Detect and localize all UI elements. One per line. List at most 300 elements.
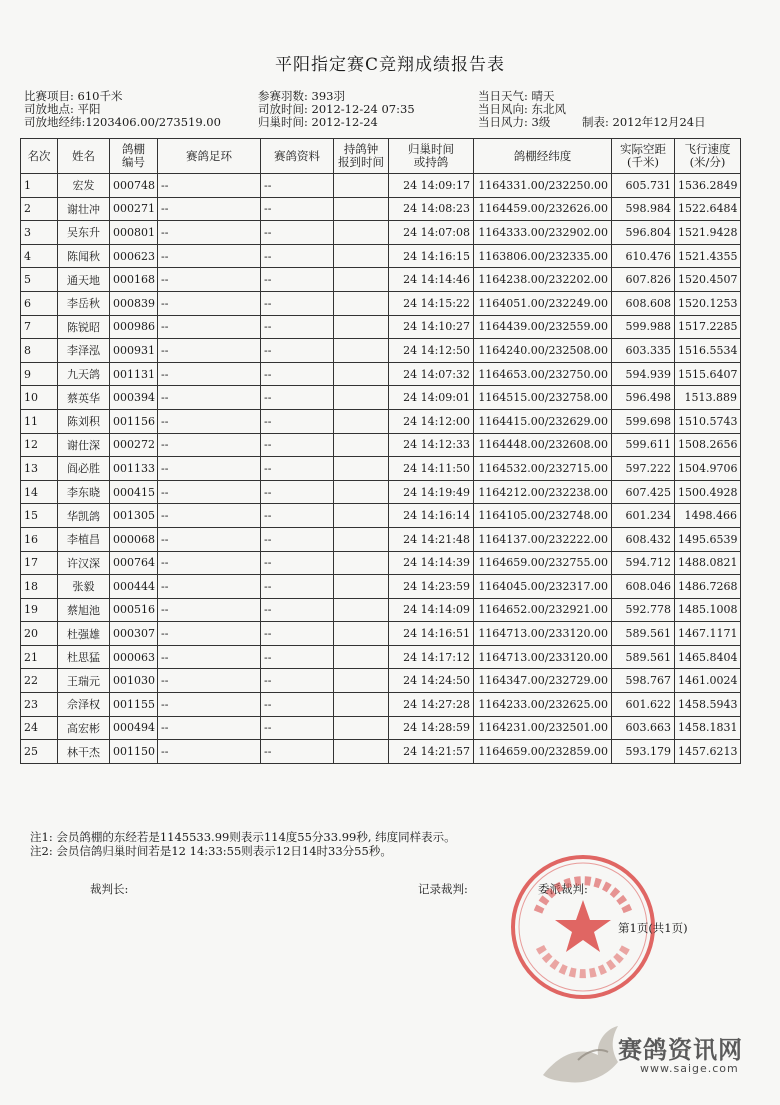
speed-cell: 1467.1171	[675, 622, 741, 646]
pigeon-info-cell: --	[261, 504, 334, 528]
clock-time-cell	[334, 740, 389, 764]
clock-time-cell	[334, 622, 389, 646]
pigeon-info-cell: --	[261, 669, 334, 693]
rank-cell: 3	[21, 221, 58, 245]
wind-and-date-line	[478, 116, 706, 129]
loft-coords-cell: 1164331.00/232250.00	[474, 174, 612, 198]
table-row	[21, 386, 741, 410]
loft-coords-cell: 1164713.00/233120.00	[474, 622, 612, 646]
rank-cell: 14	[21, 480, 58, 504]
loft-coords-cell: 1164045.00/232317.00	[474, 575, 612, 599]
distance-cell: 594.939	[612, 362, 675, 386]
speed-cell: 1521.9428	[675, 221, 741, 245]
rank-cell: 19	[21, 598, 58, 622]
ring-cell: --	[158, 693, 261, 717]
ring-cell: --	[158, 551, 261, 575]
arrival-time-cell: 24 14:21:57	[389, 740, 474, 764]
rank-cell: 1	[21, 174, 58, 198]
loft-coords-cell: 1164240.00/232508.00	[474, 339, 612, 363]
distance-cell: 592.778	[612, 598, 675, 622]
ring-cell: --	[158, 504, 261, 528]
clock-time-cell	[334, 197, 389, 221]
arrival-time-cell: 24 14:17:12	[389, 645, 474, 669]
wind-direction: 当日风向: 东北风	[478, 102, 567, 116]
name-cell: 李岳秋	[58, 291, 110, 315]
table-row	[21, 244, 741, 268]
table-row	[21, 291, 741, 315]
pigeon-info-cell: --	[261, 291, 334, 315]
ring-cell: --	[158, 669, 261, 693]
name-cell: 蔡英华	[58, 386, 110, 410]
clock-time-cell	[334, 339, 389, 363]
name-cell: 陈锐昭	[58, 315, 110, 339]
name-cell: 华凯鸽	[58, 504, 110, 528]
arrival-time-cell: 24 14:16:51	[389, 622, 474, 646]
loft-coords-cell: 1164659.00/232859.00	[474, 740, 612, 764]
ring-cell: --	[158, 339, 261, 363]
loft-number-cell: 000839	[110, 291, 158, 315]
name-cell: 宏发	[58, 174, 110, 198]
results-table	[20, 138, 741, 764]
rank-cell: 2	[21, 197, 58, 221]
distance-cell: 596.804	[612, 221, 675, 245]
arrival-time-cell: 24 14:27:28	[389, 693, 474, 717]
clock-time-cell	[334, 174, 389, 198]
speed-cell: 1485.1008	[675, 598, 741, 622]
table-header-row	[21, 139, 741, 174]
rank-cell: 23	[21, 693, 58, 717]
speed-cell: 1500.4928	[675, 480, 741, 504]
loft-number-cell: 000931	[110, 339, 158, 363]
name-cell: 陈刘积	[58, 409, 110, 433]
name-cell: 九天鸽	[58, 362, 110, 386]
table-row	[21, 504, 741, 528]
loft-coords-cell: 1164653.00/232750.00	[474, 362, 612, 386]
pigeon-info-cell: --	[261, 315, 334, 339]
column-header: 姓名	[58, 139, 110, 174]
name-cell: 陈闻秋	[58, 244, 110, 268]
loft-coords-cell: 1164238.00/232202.00	[474, 268, 612, 292]
table-row	[21, 362, 741, 386]
arrival-time-cell: 24 14:10:27	[389, 315, 474, 339]
arrival-time-cell: 24 14:08:23	[389, 197, 474, 221]
pigeon-info-cell: --	[261, 339, 334, 363]
loft-coords-cell: 1164051.00/232249.00	[474, 291, 612, 315]
distance-cell: 597.222	[612, 457, 675, 481]
page-number: 第1页(共1页)	[618, 921, 688, 935]
pigeon-info-cell: --	[261, 174, 334, 198]
loft-number-cell: 000764	[110, 551, 158, 575]
loft-number-cell: 000307	[110, 622, 158, 646]
arrival-time-cell: 24 14:21:48	[389, 527, 474, 551]
ring-cell: --	[158, 480, 261, 504]
table-row	[21, 480, 741, 504]
pigeon-info-cell: --	[261, 645, 334, 669]
loft-coords-cell: 1164659.00/232755.00	[474, 551, 612, 575]
column-header: 赛鸽资料	[261, 139, 334, 174]
name-cell: 杜思猛	[58, 645, 110, 669]
clock-time-cell	[334, 221, 389, 245]
loft-coords-cell: 1164105.00/232748.00	[474, 504, 612, 528]
column-header: 持鸽钟 报到时间	[334, 139, 389, 174]
table-row	[21, 409, 741, 433]
pigeon-info-cell: --	[261, 221, 334, 245]
speed-cell: 1498.466	[675, 504, 741, 528]
appointed-referee-label: 委派裁判:	[538, 882, 588, 896]
distance-cell: 599.698	[612, 409, 675, 433]
name-cell: 林干杰	[58, 740, 110, 764]
table-row	[21, 598, 741, 622]
ring-cell: --	[158, 740, 261, 764]
rank-cell: 24	[21, 716, 58, 740]
clock-time-cell	[334, 575, 389, 599]
arrival-time-cell: 24 14:12:00	[389, 409, 474, 433]
arrival-time-cell: 24 14:23:59	[389, 575, 474, 599]
arrival-time-cell: 24 14:07:08	[389, 221, 474, 245]
rank-cell: 25	[21, 740, 58, 764]
distance-cell: 594.712	[612, 551, 675, 575]
arrival-time-cell: 24 14:16:15	[389, 244, 474, 268]
clock-time-cell	[334, 480, 389, 504]
ring-cell: --	[158, 433, 261, 457]
arrival-time-cell: 24 14:12:33	[389, 433, 474, 457]
table-row	[21, 669, 741, 693]
clock-time-cell	[334, 669, 389, 693]
distance-cell: 599.988	[612, 315, 675, 339]
column-header: 实际空距 (千米)	[612, 139, 675, 174]
distance-cell: 593.179	[612, 740, 675, 764]
clock-time-cell	[334, 409, 389, 433]
rank-cell: 7	[21, 315, 58, 339]
pigeon-info-cell: --	[261, 575, 334, 599]
loft-coords-cell: 1164231.00/232501.00	[474, 716, 612, 740]
name-cell: 杜强雄	[58, 622, 110, 646]
ring-cell: --	[158, 645, 261, 669]
table-row	[21, 315, 741, 339]
column-header: 赛鸽足环	[158, 139, 261, 174]
distance-cell: 608.432	[612, 527, 675, 551]
ring-cell: --	[158, 197, 261, 221]
speed-cell: 1510.5743	[675, 409, 741, 433]
ring-cell: --	[158, 174, 261, 198]
name-cell: 通天地	[58, 268, 110, 292]
distance-cell: 601.622	[612, 693, 675, 717]
footnotes	[30, 830, 456, 858]
speed-cell: 1516.5534	[675, 339, 741, 363]
loft-number-cell: 001133	[110, 457, 158, 481]
arrival-time-cell: 24 14:14:39	[389, 551, 474, 575]
loft-number-cell: 000415	[110, 480, 158, 504]
loft-number-cell: 001305	[110, 504, 158, 528]
table-row	[21, 740, 741, 764]
arrival-time-cell: 24 14:15:22	[389, 291, 474, 315]
loft-coords-cell: 1164137.00/232222.00	[474, 527, 612, 551]
watermark-url: www.saige.com	[640, 1062, 739, 1075]
clock-time-cell	[334, 315, 389, 339]
loft-number-cell: 000063	[110, 645, 158, 669]
ring-cell: --	[158, 409, 261, 433]
pigeon-info-cell: --	[261, 740, 334, 764]
pigeon-info-cell: --	[261, 716, 334, 740]
rank-cell: 9	[21, 362, 58, 386]
ring-cell: --	[158, 221, 261, 245]
speed-cell: 1522.6484	[675, 197, 741, 221]
pigeon-info-cell: --	[261, 433, 334, 457]
rank-cell: 20	[21, 622, 58, 646]
distance-cell: 603.335	[612, 339, 675, 363]
clock-time-cell	[334, 645, 389, 669]
race-item: 比赛项目: 610千米	[24, 89, 123, 103]
speed-cell: 1517.2285	[675, 315, 741, 339]
ring-cell: --	[158, 315, 261, 339]
clock-time-cell	[334, 362, 389, 386]
arrival-time-cell: 24 14:09:01	[389, 386, 474, 410]
loft-number-cell: 000068	[110, 527, 158, 551]
speed-cell: 1504.9706	[675, 457, 741, 481]
loft-coords-cell: 1164415.00/232629.00	[474, 409, 612, 433]
pigeon-info-cell: --	[261, 527, 334, 551]
entries-count: 参赛羽数: 393羽	[258, 89, 345, 103]
rank-cell: 6	[21, 291, 58, 315]
rank-cell: 22	[21, 669, 58, 693]
distance-cell: 589.561	[612, 645, 675, 669]
table-row	[21, 622, 741, 646]
rank-cell: 18	[21, 575, 58, 599]
table-row	[21, 716, 741, 740]
clock-time-cell	[334, 693, 389, 717]
ring-cell: --	[158, 716, 261, 740]
distance-cell: 608.046	[612, 575, 675, 599]
footnote-1: 注1: 会员鸽棚的东经若是1145533.99则表示114度55分33.99秒, 纬度同样表示。	[30, 830, 456, 844]
loft-number-cell: 000394	[110, 386, 158, 410]
ring-cell: --	[158, 457, 261, 481]
pigeon-info-cell: --	[261, 598, 334, 622]
table-row	[21, 339, 741, 363]
clock-time-cell	[334, 527, 389, 551]
column-header: 鸽棚 编号	[110, 139, 158, 174]
table-row	[21, 693, 741, 717]
arrival-time-cell: 24 14:19:49	[389, 480, 474, 504]
name-cell: 李东晓	[58, 480, 110, 504]
distance-cell: 601.234	[612, 504, 675, 528]
loft-number-cell: 001030	[110, 669, 158, 693]
rank-cell: 16	[21, 527, 58, 551]
race-meta-right	[478, 90, 706, 129]
race-meta-middle	[258, 90, 415, 129]
made-date: 制表: 2012年12月24日	[582, 115, 706, 129]
name-cell: 李植昌	[58, 527, 110, 551]
release-place: 司放地点: 平阳	[24, 102, 101, 116]
loft-number-cell: 000271	[110, 197, 158, 221]
loft-coords-cell: 1164713.00/233120.00	[474, 645, 612, 669]
loft-coords-cell: 1164233.00/232625.00	[474, 693, 612, 717]
race-meta-left	[24, 90, 221, 129]
clock-time-cell	[334, 268, 389, 292]
ring-cell: --	[158, 527, 261, 551]
arrival-time-cell: 24 14:14:09	[389, 598, 474, 622]
distance-cell: 607.425	[612, 480, 675, 504]
ring-cell: --	[158, 291, 261, 315]
clock-time-cell	[334, 504, 389, 528]
pigeon-info-cell: --	[261, 244, 334, 268]
table-row	[21, 268, 741, 292]
name-cell: 张毅	[58, 575, 110, 599]
loft-number-cell: 000516	[110, 598, 158, 622]
clock-time-cell	[334, 551, 389, 575]
speed-cell: 1495.6539	[675, 527, 741, 551]
loft-coords-cell: 1164652.00/232921.00	[474, 598, 612, 622]
pigeon-info-cell: --	[261, 693, 334, 717]
column-header: 名次	[21, 139, 58, 174]
speed-cell: 1521.4355	[675, 244, 741, 268]
ring-cell: --	[158, 362, 261, 386]
name-cell: 许汉深	[58, 551, 110, 575]
distance-cell: 598.984	[612, 197, 675, 221]
loft-number-cell: 000748	[110, 174, 158, 198]
pigeon-info-cell: --	[261, 551, 334, 575]
rank-cell: 12	[21, 433, 58, 457]
name-cell: 谢壮冲	[58, 197, 110, 221]
ring-cell: --	[158, 622, 261, 646]
loft-coords-cell: 1164439.00/232559.00	[474, 315, 612, 339]
speed-cell: 1508.2656	[675, 433, 741, 457]
speed-cell: 1536.2849	[675, 174, 741, 198]
ring-cell: --	[158, 244, 261, 268]
distance-cell: 596.498	[612, 386, 675, 410]
speed-cell: 1486.7268	[675, 575, 741, 599]
table-row	[21, 645, 741, 669]
table-row	[21, 457, 741, 481]
rank-cell: 17	[21, 551, 58, 575]
column-header: 鸽棚经纬度	[474, 139, 612, 174]
loft-number-cell: 000801	[110, 221, 158, 245]
table-row	[21, 197, 741, 221]
speed-cell: 1458.5943	[675, 693, 741, 717]
rank-cell: 21	[21, 645, 58, 669]
name-cell: 谢仕深	[58, 433, 110, 457]
pigeon-info-cell: --	[261, 386, 334, 410]
loft-number-cell: 000168	[110, 268, 158, 292]
name-cell: 佘泽权	[58, 693, 110, 717]
speed-cell: 1488.0821	[675, 551, 741, 575]
clock-time-cell	[334, 598, 389, 622]
rank-cell: 13	[21, 457, 58, 481]
name-cell: 李泽泓	[58, 339, 110, 363]
arrival-time-cell: 24 14:14:46	[389, 268, 474, 292]
ring-cell: --	[158, 575, 261, 599]
arrival-time-cell: 24 14:12:50	[389, 339, 474, 363]
name-cell: 吴东升	[58, 221, 110, 245]
speed-cell: 1515.6407	[675, 362, 741, 386]
pigeon-info-cell: --	[261, 268, 334, 292]
loft-coords-cell: 1164515.00/232758.00	[474, 386, 612, 410]
clock-time-cell	[334, 291, 389, 315]
loft-coords-cell: 1164532.00/232715.00	[474, 457, 612, 481]
table-row	[21, 551, 741, 575]
loft-coords-cell: 1164212.00/232238.00	[474, 480, 612, 504]
loft-number-cell: 000272	[110, 433, 158, 457]
release-time: 司放时间: 2012-12-24 07:35	[258, 102, 415, 116]
wind-force: 当日风力: 3级	[478, 115, 551, 129]
pigeon-info-cell: --	[261, 362, 334, 386]
watermark-text: 赛鸽资讯网	[618, 1036, 743, 1064]
chief-referee-label: 裁判长:	[90, 882, 129, 896]
loft-number-cell: 000986	[110, 315, 158, 339]
column-header: 飞行速度 (米/分)	[675, 139, 741, 174]
speed-cell: 1461.0024	[675, 669, 741, 693]
pigeon-info-cell: --	[261, 457, 334, 481]
ring-cell: --	[158, 268, 261, 292]
rank-cell: 15	[21, 504, 58, 528]
recording-referee-label: 记录裁判:	[418, 882, 468, 896]
arrival-time-cell: 24 14:07:32	[389, 362, 474, 386]
page-title: 平阳指定赛C竞翔成绩报告表	[274, 55, 505, 75]
release-coords: 司放地经纬:1203406.00/273519.00	[24, 115, 221, 129]
clock-time-cell	[334, 386, 389, 410]
table-row	[21, 527, 741, 551]
distance-cell: 610.476	[612, 244, 675, 268]
loft-number-cell: 000444	[110, 575, 158, 599]
distance-cell: 598.767	[612, 669, 675, 693]
loft-number-cell: 001155	[110, 693, 158, 717]
table-row	[21, 433, 741, 457]
arrival-time-cell: 24 14:16:14	[389, 504, 474, 528]
distance-cell: 603.663	[612, 716, 675, 740]
loft-coords-cell: 1163806.00/232335.00	[474, 244, 612, 268]
arrival-time-cell: 24 14:11:50	[389, 457, 474, 481]
ring-cell: --	[158, 386, 261, 410]
clock-time-cell	[334, 716, 389, 740]
distance-cell: 605.731	[612, 174, 675, 198]
footnote-2: 注2: 会员信鸽归巢时间若是12 14:33:55则表示12日14时33分55秒。	[30, 844, 392, 858]
weather: 当日天气: 晴天	[478, 89, 555, 103]
ring-cell: --	[158, 598, 261, 622]
pigeon-info-cell: --	[261, 480, 334, 504]
name-cell: 王瑞元	[58, 669, 110, 693]
pigeon-info-cell: --	[261, 622, 334, 646]
table-row	[21, 575, 741, 599]
speed-cell: 1513.889	[675, 386, 741, 410]
name-cell: 蔡旭池	[58, 598, 110, 622]
name-cell: 阎必胜	[58, 457, 110, 481]
loft-coords-cell: 1164459.00/232626.00	[474, 197, 612, 221]
name-cell: 高宏彬	[58, 716, 110, 740]
table-row	[21, 174, 741, 198]
distance-cell: 599.611	[612, 433, 675, 457]
pigeon-info-cell: --	[261, 197, 334, 221]
table-body	[21, 174, 741, 764]
rank-cell: 8	[21, 339, 58, 363]
arrival-time-cell: 24 14:09:17	[389, 174, 474, 198]
distance-cell: 589.561	[612, 622, 675, 646]
rank-cell: 11	[21, 409, 58, 433]
return-time: 归巢时间: 2012-12-24	[258, 115, 378, 129]
clock-time-cell	[334, 457, 389, 481]
loft-number-cell: 000494	[110, 716, 158, 740]
loft-number-cell: 001156	[110, 409, 158, 433]
distance-cell: 608.608	[612, 291, 675, 315]
speed-cell: 1458.1831	[675, 716, 741, 740]
speed-cell: 1520.1253	[675, 291, 741, 315]
arrival-time-cell: 24 14:24:50	[389, 669, 474, 693]
pigeon-info-cell: --	[261, 409, 334, 433]
loft-number-cell: 001131	[110, 362, 158, 386]
column-header: 归巢时间 或持鸽	[389, 139, 474, 174]
rank-cell: 10	[21, 386, 58, 410]
rank-cell: 4	[21, 244, 58, 268]
clock-time-cell	[334, 433, 389, 457]
rank-cell: 5	[21, 268, 58, 292]
